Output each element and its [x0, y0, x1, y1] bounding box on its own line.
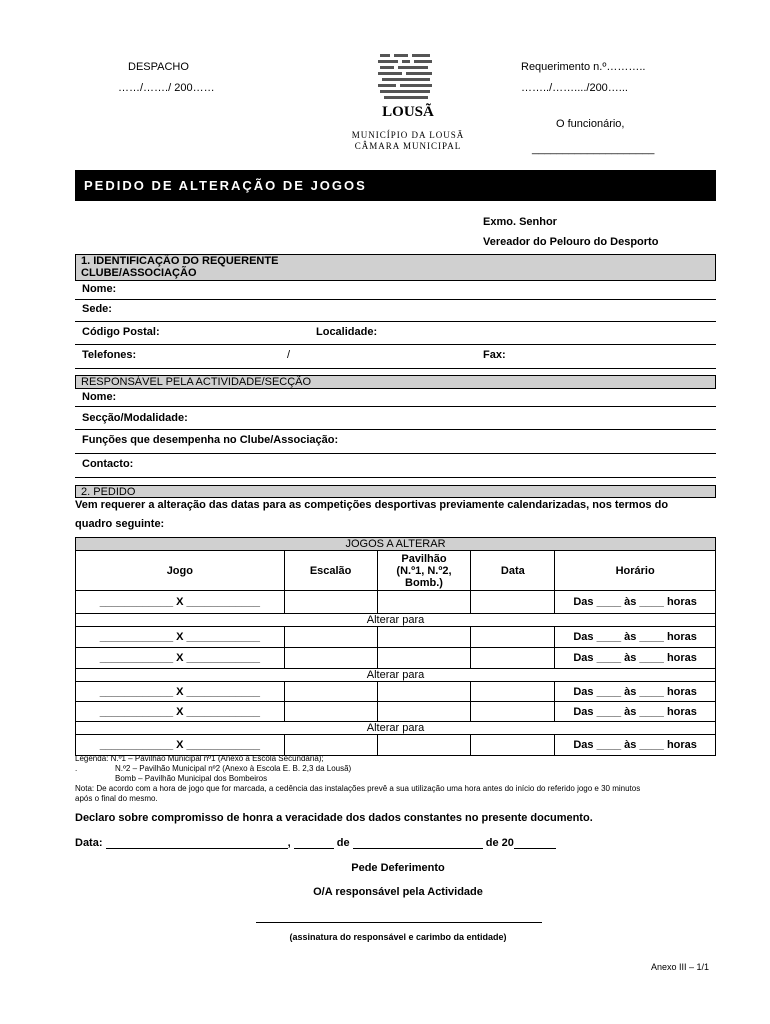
table-row[interactable] — [76, 648, 716, 669]
table-row[interactable] — [76, 682, 716, 702]
telefones-field[interactable] — [75, 349, 716, 369]
jogo-cell[interactable]: ____________ X ____________ — [76, 591, 285, 614]
nome-field[interactable] — [75, 283, 716, 300]
header-horario: Horário — [555, 551, 716, 591]
alterar-row — [76, 722, 716, 735]
date-de1: de — [336, 837, 350, 849]
requerimento-label: Requerimento n.º……….. — [521, 61, 646, 73]
date-month-line[interactable] — [353, 836, 483, 849]
codigo-postal-label: Código Postal: — [82, 326, 160, 338]
header-pavilhao-3: Bomb.) — [405, 576, 443, 589]
pede-deferimento: Pede Deferimento — [351, 862, 445, 874]
section2-title: 2. PEDIDO — [81, 486, 136, 498]
legend-nota2: após o final do mesmo. — [75, 794, 158, 803]
alterar-row — [76, 614, 716, 627]
signature-line[interactable] — [256, 922, 542, 923]
pedido-text-line1: Vem requerer a alteração das datas para as competições desportivas previamente calendarizadas, nos termos do — [75, 499, 669, 511]
assinatura-caption: (assinatura do responsável e carimbo da entidade) — [289, 932, 507, 942]
logo-name: LOUSÃ — [382, 104, 434, 120]
legend-line2: N.º2 – Pavilhão Municipal nº2 (Anexo à Escola E. B. 2,3 da Lousã) — [115, 764, 352, 773]
logo-line2: CÂMARA MUNICIPAL — [354, 141, 462, 151]
pavilhao-cell[interactable] — [377, 627, 471, 648]
pavilhao-cell[interactable] — [377, 735, 471, 756]
data-cell[interactable] — [471, 682, 555, 702]
table-row[interactable] — [76, 627, 716, 648]
nome-label: Nome: — [82, 283, 117, 295]
jogo-cell[interactable]: ____________ X ____________ — [76, 682, 285, 702]
header-escalao: Escalão — [284, 551, 377, 591]
jogos-table — [75, 537, 716, 756]
legend-line1: Legenda: N.º1 – Pavilhão Municipal nº1 (Anexo à Escola Secundária); — [75, 754, 324, 763]
funcoes-label: Funções que desempenha no Clube/Associação: — [82, 434, 339, 446]
localidade-label: Localidade: — [316, 326, 378, 338]
logo-line1: MUNICÍPIO DA LOUSÃ — [351, 130, 465, 140]
escalao-cell[interactable] — [284, 735, 377, 756]
legend-line3: Bomb – Pavilhão Municipal dos Bombeiros — [115, 774, 268, 783]
header-pavilhao-2: (N.º1, N.º2, — [396, 564, 452, 577]
escalao-cell[interactable] — [284, 682, 377, 702]
responsavel-title: RESPONSÁVEL PELA ACTIVIDADE/SECÇÃO — [81, 376, 312, 388]
header-data: Data — [471, 551, 555, 591]
seccao-field[interactable] — [75, 412, 716, 430]
pedido-text-line2: quadro seguinte: — [75, 518, 165, 530]
data-cell[interactable] — [471, 702, 555, 722]
responsavel-label: O/A responsável pela Actividade — [313, 886, 483, 898]
date-year-line[interactable] — [514, 836, 556, 849]
pavilhao-cell[interactable] — [377, 682, 471, 702]
section2-header — [75, 485, 716, 498]
contacto-label: Contacto: — [82, 458, 134, 470]
horario-cell[interactable]: Das ____ às ____ horas — [555, 702, 716, 722]
horario-cell[interactable]: Das ____ às ____ horas — [555, 735, 716, 756]
jogo-cell[interactable]: ____________ X ____________ — [76, 735, 285, 756]
date-comma: , — [287, 837, 291, 849]
responsavel-header — [75, 375, 716, 389]
sede-label: Sede: — [82, 303, 112, 315]
data-cell[interactable] — [471, 591, 555, 614]
legend — [75, 754, 640, 804]
table-header-row — [76, 551, 716, 591]
sede-field[interactable] — [75, 303, 716, 322]
legend-line2-prefix: . — [75, 764, 78, 773]
alterar-label: Alterar para — [76, 614, 716, 627]
header-pavilhao-1: Pavilhão — [401, 552, 447, 565]
telefones-slash: / — [287, 349, 291, 361]
funcionario-label: O funcionário, — [556, 118, 625, 130]
header-pavilhao — [377, 551, 471, 591]
responsavel-nome-field[interactable] — [75, 391, 716, 407]
requerimento-date: ……../……..../200…... — [521, 82, 628, 94]
header-jogo: Jogo — [76, 551, 285, 591]
despacho-label: DESPACHO — [128, 61, 189, 73]
table-row[interactable] — [76, 591, 716, 614]
addressee-line2: Vereador do Pelouro do Desporto — [483, 236, 659, 248]
funcionario-line: ____________________ — [532, 143, 655, 155]
table-row[interactable] — [76, 702, 716, 722]
logo-waves-icon — [376, 52, 436, 102]
jogo-cell[interactable]: ____________ X ____________ — [76, 648, 285, 669]
escalao-cell[interactable] — [284, 648, 377, 669]
escalao-cell[interactable] — [284, 591, 377, 614]
alterar-label: Alterar para — [76, 722, 716, 735]
alterar-label: Alterar para — [76, 669, 716, 682]
date-place-line[interactable] — [106, 836, 288, 849]
data-cell[interactable] — [471, 648, 555, 669]
alterar-row — [76, 669, 716, 682]
seccao-label: Secção/Modalidade: — [82, 412, 188, 424]
date-label: Data: — [75, 837, 103, 849]
horario-cell[interactable]: Das ____ às ____ horas — [555, 627, 716, 648]
horario-cell[interactable]: Das ____ às ____ horas — [555, 682, 716, 702]
addressee-line1: Exmo. Senhor — [483, 216, 557, 228]
date-day-line[interactable] — [294, 836, 334, 849]
section1-title-line1: 1. IDENTIFICAÇÃO DO REQUERENTE — [81, 255, 279, 267]
jogo-cell[interactable]: ____________ X ____________ — [76, 627, 285, 648]
funcoes-field[interactable] — [75, 434, 716, 454]
responsavel-nome-label: Nome: — [82, 391, 117, 403]
data-cell[interactable] — [471, 735, 555, 756]
pavilhao-cell[interactable] — [377, 648, 471, 669]
footer-annex: Anexo III – 1/1 — [651, 962, 710, 972]
escalao-cell[interactable] — [284, 627, 377, 648]
table-caption-row — [76, 538, 716, 551]
pavilhao-cell[interactable] — [377, 702, 471, 722]
table-row[interactable] — [76, 735, 716, 756]
table-caption: JOGOS A ALTERAR — [76, 538, 716, 551]
pavilhao-cell[interactable] — [377, 591, 471, 614]
horario-cell[interactable]: Das ____ às ____ horas — [555, 648, 716, 669]
telefones-label: Telefones: — [82, 349, 137, 361]
title-bar — [75, 170, 716, 201]
date-line[interactable] — [75, 836, 556, 849]
section1-title-line2: CLUBE/ASSOCIAÇÃO — [81, 267, 197, 279]
jogo-cell[interactable]: ____________ X ____________ — [76, 702, 285, 722]
despacho-date: ……/……./ 200…… — [118, 82, 215, 94]
date-de2: de 20 — [485, 837, 514, 849]
escalao-cell[interactable] — [284, 702, 377, 722]
declaration-text: Declaro sobre compromisso de honra a veracidade dos dados constantes no presente documento. — [75, 812, 593, 824]
data-cell[interactable] — [471, 627, 555, 648]
codigo-postal-field[interactable] — [75, 326, 716, 345]
section1-header — [75, 254, 716, 281]
contacto-field[interactable] — [75, 458, 716, 478]
legend-nota1: Nota: De acordo com a hora de jogo que for marcada, a cedência das instalações prevê a sua utilização uma hora antes do início do referido jogo e 30 minutos — [75, 784, 641, 793]
page-title: PEDIDO DE ALTERAÇÃO DE JOGOS — [84, 178, 367, 193]
fax-label: Fax: — [483, 349, 506, 361]
horario-cell[interactable]: Das ____ às ____ horas — [555, 591, 716, 614]
